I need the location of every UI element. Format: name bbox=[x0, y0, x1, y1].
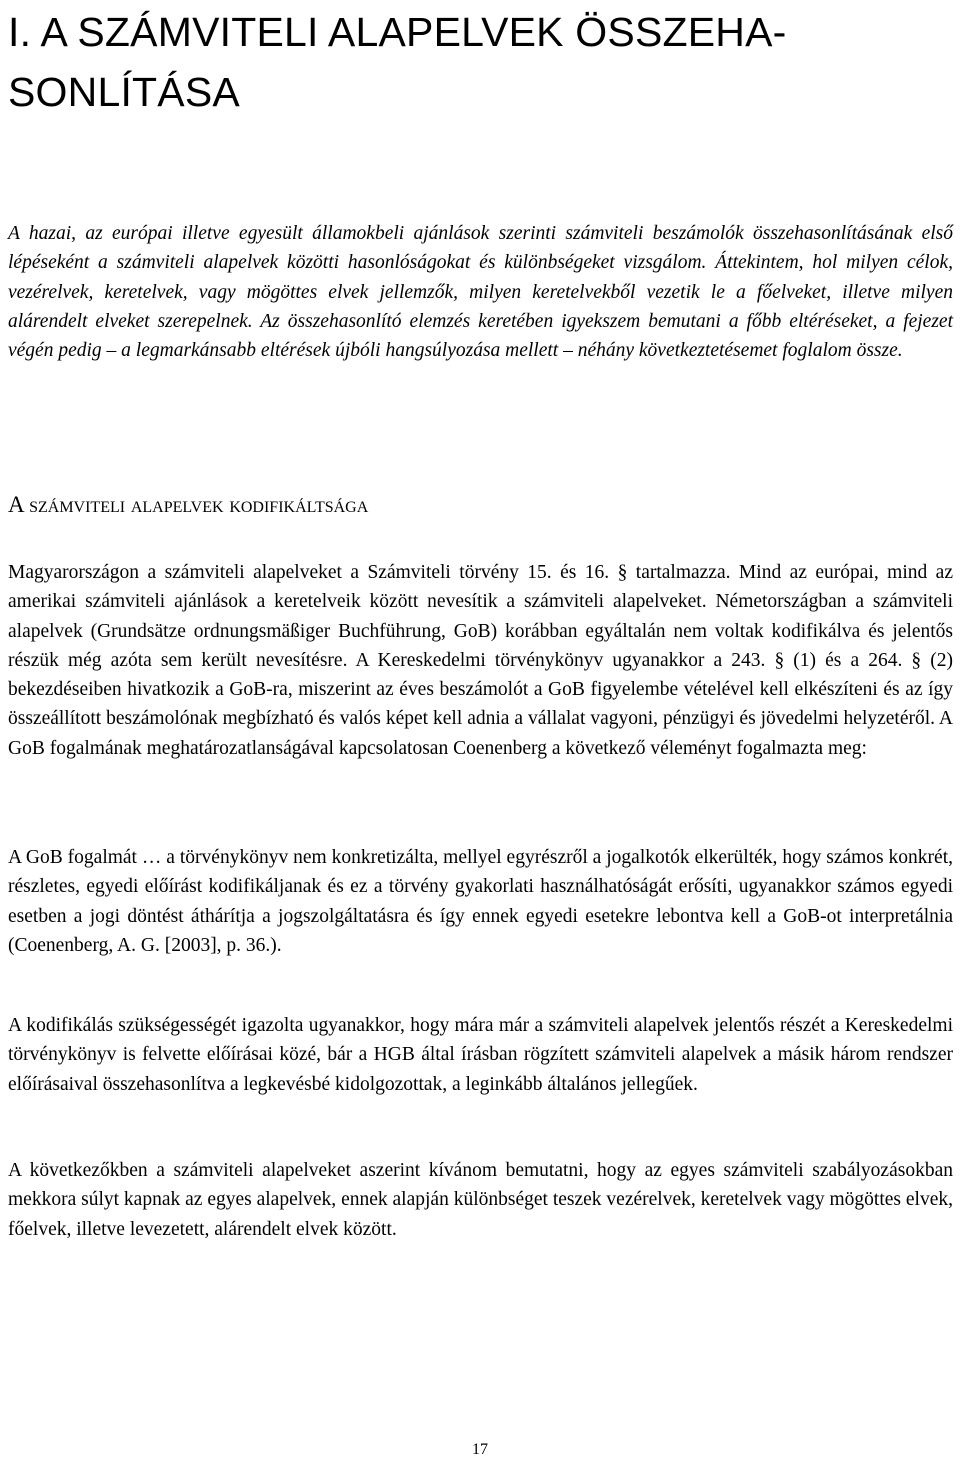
intro-paragraph: A hazai, az európai illetve egyesült államokbeli ajánlások szerinti számviteli beszámolók összehasonlításának első lépéseként a számviteli alapelvek közötti hasonlóságokat és különbségeket vizsgálom. Áttekintem, hol milyen célok, vezérelvek, keretelvek, vagy mögöttes elvek jellemzők, milyen keretelvekből vezetik le a főelveket, illetve milyen alárendelt elveket szerepelnek. Az összehasonlító elemzés keretében igyekszem bemutani a főbb eltéréseket, a fejezet végén pedig – a legmarkánsabb eltérések újbóli hangsúlyozása mellett – néhány következtetésemet foglalom össze. bbox=[8, 223, 953, 362]
body-paragraph-1: Magyarországon a számviteli alapelveket a Számviteli törvény 15. és 16. § tartalmazza. Mind az európai, mind az amerikai számviteli ajánlások a keretelveik között nevesítik a számviteli alapelveket. Németországban a számviteli alapelvek (Grundsätze ordnungsmäßiger Buchführung, GoB) korábban egyáltalán nem voltak kodifikálva és jelentős részük még azóta sem került nevesítésre. A Kereskedelmi törvénykönyv ugyanakkor a 243. § (1) és a 264. § (2) bekezdéseiben hivatkozik a GoB-ra, miszerint az éves beszámolót a GoB figyelembe vételével kell elkészíteni és az így összeállított beszámolónak megbízható és valós képet kell adnia a vállalat vagyoni, pénzügyi és jövedelmi helyzetéről. A GoB fogalmának meghatározatlanságával kapcsolatosan Coenenberg a következő véleményt fogalmazta meg: bbox=[8, 562, 953, 759]
chapter-title: I. A SZÁMVITELI ALAPELVEK ÖSSZEHA-SONLÍTÁSA bbox=[8, 9, 787, 115]
page-number: 17 bbox=[472, 1441, 488, 1458]
body-paragraph-2: A GoB fogalmát … a törvénykönyv nem konkretizálta, mellyel egyrészről a jogalkotók elkerülték, hogy számos konkrét, részletes, egyedi előírást kodifikáljanak és ez a törvény gyakorlati használhatóságát erősíti, ugyanakkor számos egyedi esetben a jogi döntést áthárítja a jogszolgáltatásra és így ennek egyedi esetekre lebontva kell a GoB-ot interpretálnia (Coenenberg, A. G. [2003], p. 36.). bbox=[8, 847, 953, 956]
body-paragraph-3: A kodifikálás szükségességét igazolta ugyanakkor, hogy mára már a számviteli alapelvek jelentős részét a Kereskedelmi törvénykönyv is felvette előírásai közé, bár a HGB által írásban rögzített számviteli alapelvek a másik három rendszer előírásaival összehasonlítva a legkevésbé kidolgozottak, a leginkább általános jellegűek. bbox=[8, 1015, 953, 1095]
body-paragraph-4: A következőkben a számviteli alapelveket aszerint kívánom bemutatni, hogy az egyes számviteli szabályozásokban mekkora súlyt kapnak az egyes alapelvek, ennek alapján különbséget teszek vezérelvek, keretelvek vagy mögöttes elvek, főelvek, illetve levezetett, alárendelt elvek között. bbox=[8, 1160, 953, 1240]
section-heading: A számviteli alapelvek kodifikáltsága bbox=[8, 492, 369, 517]
